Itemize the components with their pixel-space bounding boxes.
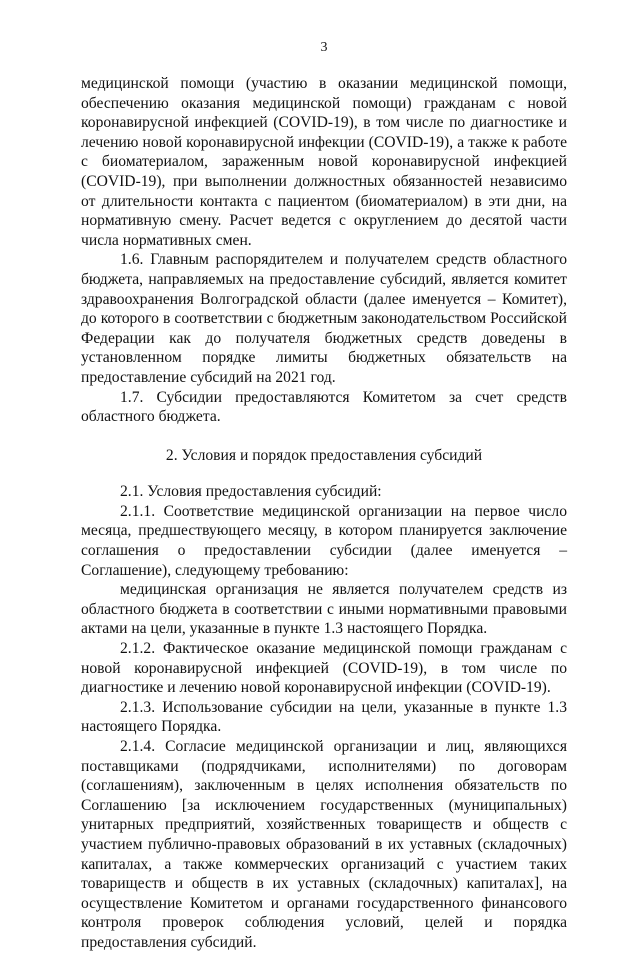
paragraph-2-1-2: 2.1.2. Фактическое оказание медицинской помощи гражданам с новой коронавирусной инфекцией (COVID-19), в том числе по диагностике и лечению новой коронавирусной инфекции (COVID-19). [81,640,567,697]
page-number: 3 [320,40,328,55]
paragraph-2-1-3: 2.1.3. Использование субсидии на цели, указанные в пункте 1.3 настоящего Порядка. [81,698,567,736]
document-body [81,74,567,953]
paragraph-2-1-1: 2.1.1. Соответствие медицинской организации на первое число месяца, предшествующего месяцу, в котором планируется заключение соглашения о предоставлении субсидии (далее именуется – Соглашение), следующему требованию: [81,502,567,579]
paragraph-2-1: 2.1. Условия предоставления субсидий: [120,483,382,501]
section-heading: 2. Условия и порядок предоставления субсидий [165,446,483,464]
paragraph: медицинской помощи (участию в оказании медицинской помощи, обеспечению оказания медицинской помощи) гражданам с новой коронавирусной инфекцией (COVID-19), в том числе по диагностике и лечению новой коронавирусной инфекции (COVID-19), а также к работе с биоматериалом, зараженным новой коронавирусной инфекцией (COVID-19), при выполнении должностных обязанностей независимо от длительности контакта с пациентом (биоматериалом) в эти дни, на нормативную смену. Расчет ведется с округлением до десятой части числа нормативных смен. [81,75,567,249]
paragraph-1-6: 1.6. Главным распорядителем и получателем средств областного бюджета, направляемых на предоставление субсидий, является комитет здравоохранения Волгоградской области (далее именуется – Комитет), до которого в соответствии с бюджетным законодательством Российской Федерации как до получателя бюджетных средств доведены в установленном порядке лимиты бюджетных обязательств на предоставление субсидий на 2021 год. [81,251,567,386]
paragraph-1-7: 1.7. Субсидии предоставляются Комитетом за счет средств областного бюджета. [81,388,567,426]
paragraph-requirement: медицинская организация не является получателем средств из областного бюджета в соответствии с иными нормативными правовыми актами на цели, указанные в пункте 1.3 настоящего Порядка. [81,581,567,638]
paragraph-2-1-4: 2.1.4. Согласие медицинской организации и лиц, являющихся поставщиками (подрядчиками, исполнителями) по договорам (соглашениям), заключенным в целях исполнения обязательств по Соглашению [за исключением государственных (муниципальных) унитарных предприятий, хозяйственных товариществ и обществ с участием публично-правовых образований в их уставных (складочных) капиталах, а также коммерческих организаций с участием таких товариществ и обществ в их уставных (складочных) капиталах], на осуществление Комитетом и органами государственного финансового контроля проверок соблюдения условий, целей и порядка предоставления субсидий. [81,738,567,951]
